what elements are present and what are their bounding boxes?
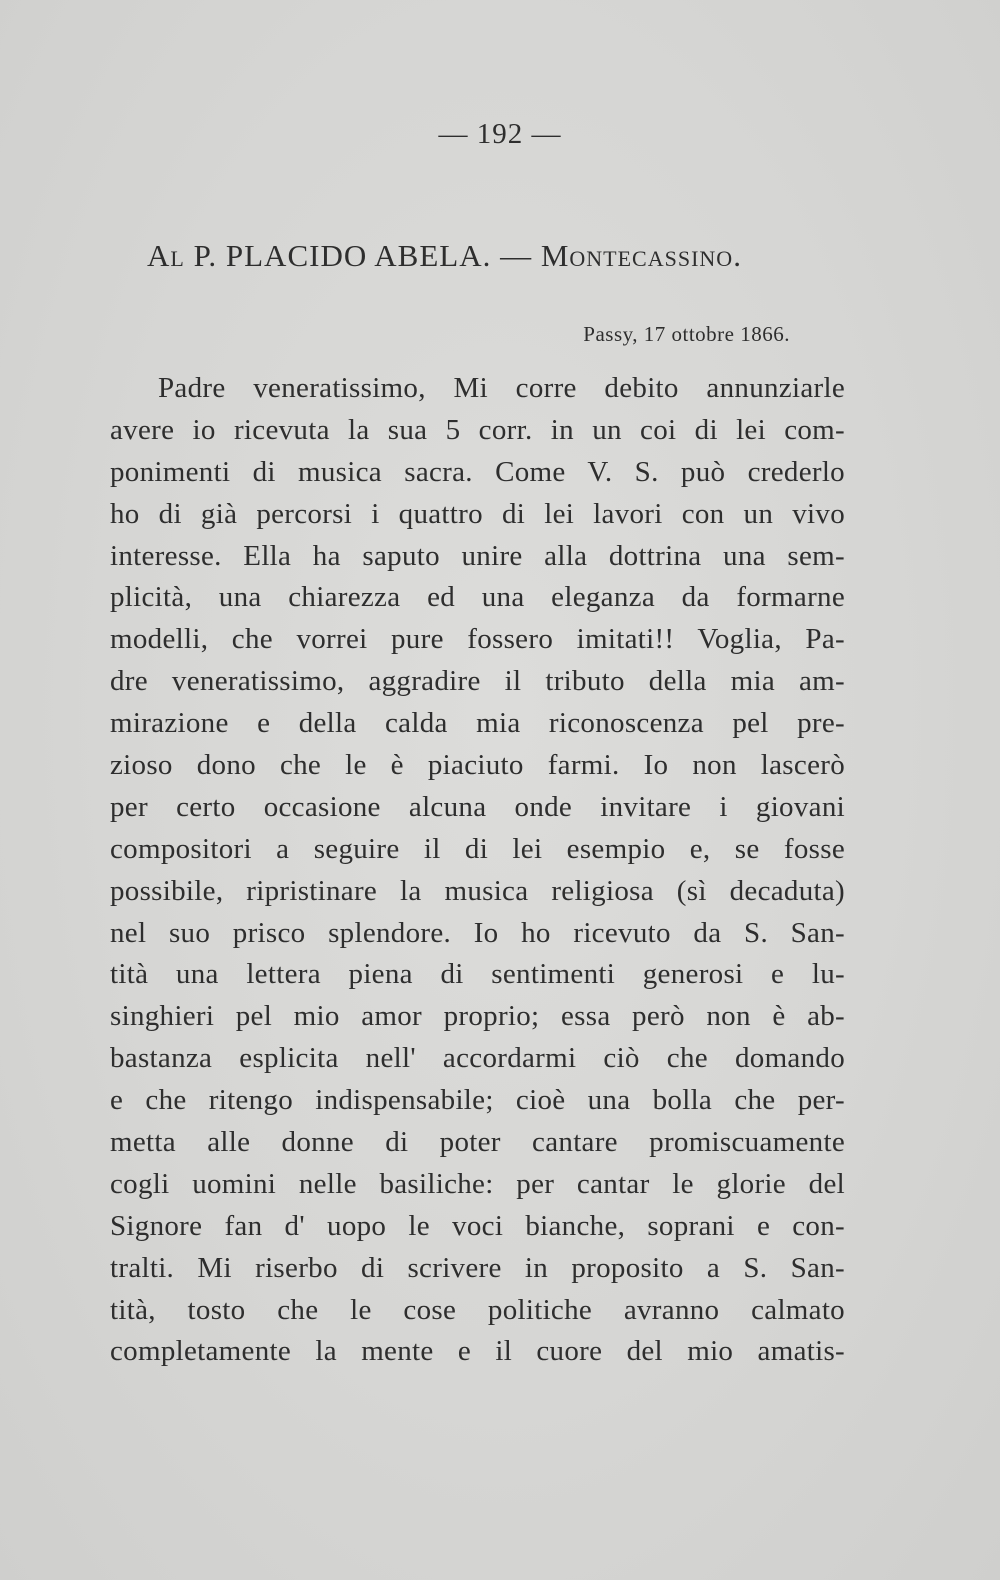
- text-line: nel suo prisco splendore. Io ho ricevuto da S. San-: [110, 916, 845, 949]
- heading-recipient: P. PLACIDO ABELA. —: [184, 238, 541, 273]
- text-line: interesse. Ella ha saputo unire alla dottrina una sem-: [110, 539, 845, 572]
- text-line: tità, tosto che le cose politiche avranno calmato: [110, 1293, 845, 1326]
- letter-dateline: Passy, 17 ottobre 1866.: [583, 322, 790, 346]
- text-line: avere io ricevuta la sua 5 corr. in un coi di lei com-: [110, 413, 845, 446]
- heading-prefix: Al: [147, 238, 185, 273]
- letter-heading: [147, 238, 847, 274]
- text-line: tità una lettera piena di sentimenti generosi e lu-: [110, 958, 845, 991]
- text-line: mirazione e della calda mia riconoscenza pel pre-: [110, 707, 845, 740]
- text-line: per certo occasione alcuna onde invitare i giovani: [110, 790, 845, 823]
- letter-body: [110, 368, 845, 1373]
- text-line: plicità, una chiarezza ed una eleganza da formarne: [110, 581, 845, 614]
- text-line: ho di già percorsi i quattro di lei lavori con un vivo: [110, 497, 845, 530]
- text-line: tralti. Mi riserbo di scrivere in proposito a S. San-: [110, 1251, 845, 1284]
- text-line: ponimenti di musica sacra. Come V. S. può crederlo: [110, 455, 845, 488]
- text-line: singhieri pel mio amor proprio; essa però non è ab-: [110, 1000, 845, 1033]
- text-line: metta alle donne di poter cantare promiscuamente: [110, 1126, 845, 1159]
- text-line: possibile, ripristinare la musica religiosa (sì decaduta): [110, 874, 845, 907]
- text-line: modelli, che vorrei pure fossero imitati!! Voglia, Pa-: [110, 623, 845, 656]
- text-line: compositori a seguire il di lei esempio e, se fosse: [110, 832, 845, 865]
- heading-place: Montecassino.: [540, 238, 742, 273]
- text-line: Padre veneratissimo, Mi corre debito annunziarle: [158, 372, 845, 404]
- text-line: e che ritengo indispensabile; cioè una bolla che per-: [110, 1084, 845, 1117]
- text-line: completamente la mente e il cuore del mio amatis-: [110, 1335, 845, 1368]
- text-line: Signore fan d' uopo le voci bianche, soprani e con-: [110, 1209, 845, 1242]
- text-line: dre veneratissimo, aggradire il tributo della mia am-: [110, 665, 845, 698]
- text-line: zioso dono che le è piaciuto farmi. Io non lascerò: [110, 749, 845, 782]
- page-number: — 192 —: [438, 118, 562, 150]
- text-line: cogli uomini nelle basiliche: per cantar le glorie del: [110, 1167, 845, 1200]
- text-line: bastanza esplicita nell' accordarmi ciò che domando: [110, 1042, 845, 1075]
